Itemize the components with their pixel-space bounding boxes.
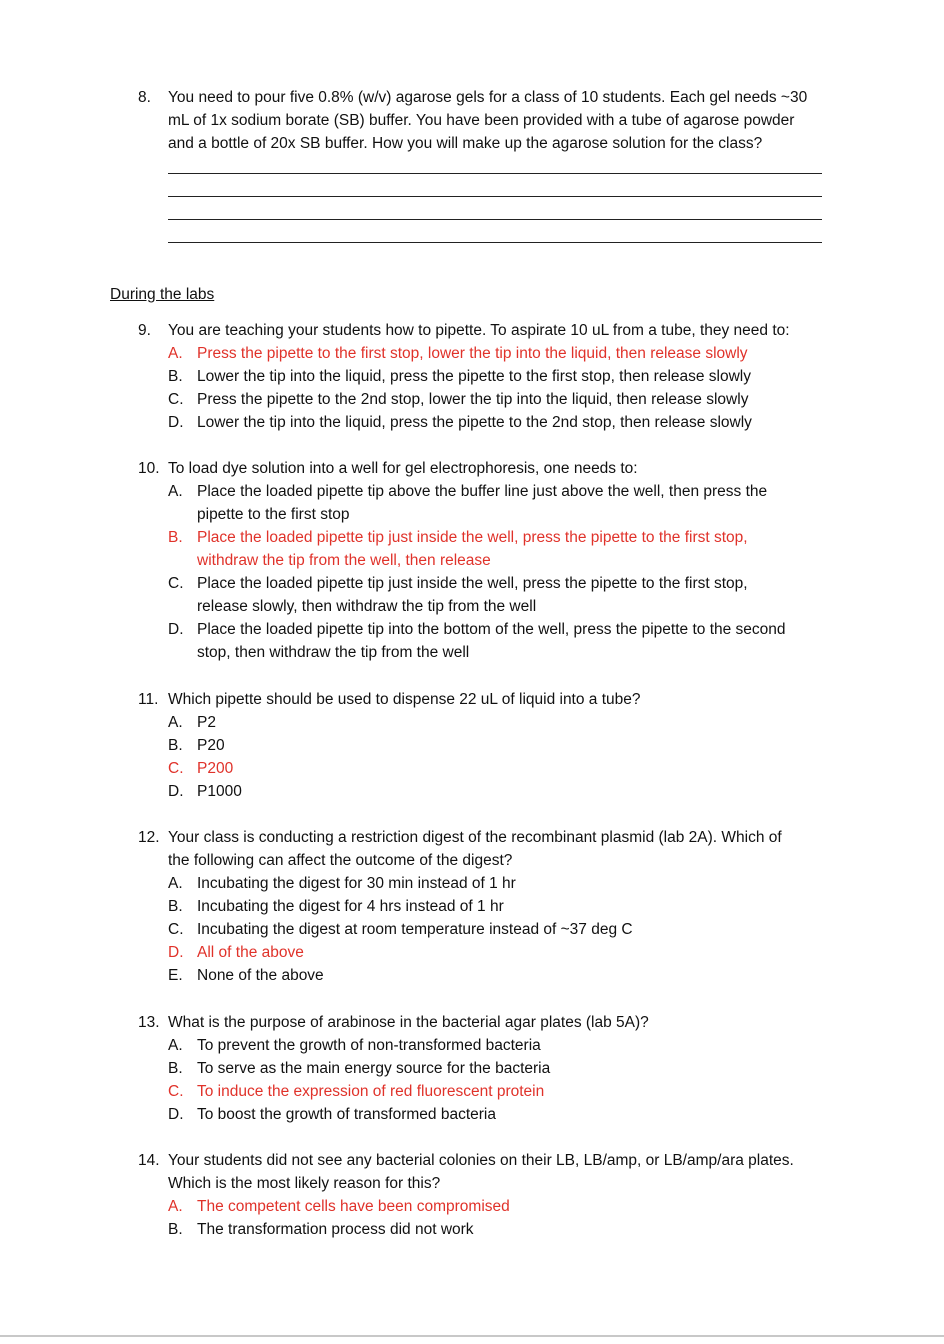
- option-letter: D.: [168, 621, 184, 638]
- option-text: Incubating the digest for 30 min instead of 1 hr: [197, 875, 516, 892]
- option-a-correct: [138, 342, 838, 365]
- option-b-correct: [138, 526, 838, 549]
- option-d: [138, 411, 838, 434]
- option-text: None of the above: [197, 967, 324, 984]
- option-letter: A.: [168, 483, 183, 500]
- question-12: [138, 826, 838, 987]
- option-text: P200: [197, 760, 234, 777]
- answer-line: [168, 242, 822, 243]
- option-text: withdraw the tip from the well, then release: [197, 552, 491, 569]
- option-text: To serve as the main energy source for the bacteria: [197, 1060, 551, 1077]
- option-text: Press the pipette to the 2nd stop, lower the tip into the liquid, then release slowly: [197, 391, 749, 408]
- question-text: Your students did not see any bacterial colonies on their LB, LB/amp, or LB/amp/ara plates.: [168, 1152, 794, 1169]
- option-e: [138, 964, 838, 987]
- option-text: P1000: [197, 783, 242, 800]
- option-d-correct: [138, 941, 838, 964]
- option-d: [138, 618, 838, 641]
- answer-line: [168, 173, 822, 174]
- option-letter: D.: [168, 1106, 184, 1123]
- question-11: [138, 688, 838, 803]
- option-c: [138, 918, 838, 941]
- question-text: Which is the most likely reason for this?: [168, 1175, 441, 1192]
- question-text: the following can affect the outcome of the digest?: [168, 852, 513, 869]
- option-letter: D.: [168, 414, 184, 431]
- option-letter: C.: [168, 760, 184, 777]
- option-text: Incubating the digest for 4 hrs instead of 1 hr: [197, 898, 504, 915]
- question-8: [138, 86, 838, 155]
- question-number: 11.: [138, 691, 159, 708]
- option-c: [138, 572, 838, 595]
- question-10: [138, 457, 838, 664]
- option-letter: A.: [168, 1198, 183, 1215]
- question-9: [138, 319, 838, 434]
- option-text: Lower the tip into the liquid, press the pipette to the first stop, then release slowly: [197, 368, 752, 385]
- question-number: 8.: [138, 89, 151, 106]
- option-b: [138, 1218, 838, 1241]
- option-text: Lower the tip into the liquid, press the pipette to the 2nd stop, then release slowly: [197, 414, 752, 431]
- option-text: All of the above: [197, 944, 304, 961]
- question-number: 13.: [138, 1014, 160, 1031]
- question-text: and a bottle of 20x SB buffer. How you will make up the agarose solution for the class?: [168, 135, 763, 152]
- option-b: [138, 895, 838, 918]
- option-letter: A.: [168, 1037, 183, 1054]
- question-text: mL of 1x sodium borate (SB) buffer. You have been provided with a tube of agarose powder: [168, 112, 795, 129]
- option-letter: B.: [168, 898, 183, 915]
- page-bottom-border: [0, 1335, 944, 1337]
- answer-area[interactable]: [168, 173, 822, 265]
- option-text: Place the loaded pipette tip into the bottom of the well, press the pipette to the second: [197, 621, 786, 638]
- answer-line: [168, 196, 822, 197]
- option-text: P20: [197, 737, 225, 754]
- option-text: To induce the expression of red fluorescent protein: [197, 1083, 545, 1100]
- option-letter: B.: [168, 529, 183, 546]
- option-letter: A.: [168, 714, 183, 731]
- option-d: [138, 780, 838, 803]
- option-text: To boost the growth of transformed bacteria: [197, 1106, 496, 1123]
- option-text: P2: [197, 714, 216, 731]
- option-letter: C.: [168, 575, 184, 592]
- option-letter: B.: [168, 368, 183, 385]
- option-letter: B.: [168, 1221, 183, 1238]
- option-d: [138, 1103, 838, 1126]
- option-text: Incubating the digest at room temperature instead of ~37 deg C: [197, 921, 633, 938]
- question-text: What is the purpose of arabinose in the bacterial agar plates (lab 5A)?: [168, 1014, 649, 1031]
- option-letter: D.: [168, 944, 184, 961]
- option-letter: B.: [168, 737, 183, 754]
- question-number: 10.: [138, 460, 160, 477]
- option-a-correct: [138, 1195, 838, 1218]
- option-letter: A.: [168, 875, 183, 892]
- question-number: 14.: [138, 1152, 160, 1169]
- question-number: 9.: [138, 322, 151, 339]
- question-number: 12.: [138, 829, 160, 846]
- option-c-correct: [138, 1080, 838, 1103]
- option-letter: C.: [168, 921, 184, 938]
- option-letter: D.: [168, 783, 184, 800]
- option-text: Press the pipette to the first stop, lower the tip into the liquid, then release slowly: [197, 345, 748, 362]
- option-b: [138, 365, 838, 388]
- option-text: The competent cells have been compromised: [197, 1198, 510, 1215]
- option-text: Place the loaded pipette tip just inside the well, press the pipette to the first stop,: [197, 575, 748, 592]
- option-letter: E.: [168, 967, 183, 984]
- option-letter: A.: [168, 345, 183, 362]
- option-text: To prevent the growth of non-transformed bacteria: [197, 1037, 541, 1054]
- option-letter: C.: [168, 391, 184, 408]
- option-text: stop, then withdraw the tip from the well: [197, 644, 470, 661]
- question-13: [138, 1011, 838, 1126]
- option-a: [138, 711, 838, 734]
- section-heading: During the labs: [110, 286, 215, 303]
- question-text: You are teaching your students how to pipette. To aspirate 10 uL from a tube, they need to:: [168, 322, 790, 339]
- option-a: [138, 480, 838, 503]
- option-b: [138, 734, 838, 757]
- question-text: To load dye solution into a well for gel electrophoresis, one needs to:: [168, 460, 638, 477]
- question-text: Your class is conducting a restriction digest of the recombinant plasmid (lab 2A). Which of: [168, 829, 782, 846]
- answer-line: [168, 219, 822, 220]
- option-text: release slowly, then withdraw the tip from the well: [197, 598, 537, 615]
- option-text: pipette to the first stop: [197, 506, 350, 523]
- question-14: [138, 1149, 838, 1241]
- question-text: You need to pour five 0.8% (w/v) agarose gels for a class of 10 students. Each gel needs ~30: [168, 89, 808, 106]
- option-text: Place the loaded pipette tip above the buffer line just above the well, then press the: [197, 483, 768, 500]
- option-c: [138, 388, 838, 411]
- option-c-correct: [138, 757, 838, 780]
- option-a: [138, 872, 838, 895]
- option-a: [138, 1034, 838, 1057]
- question-text: Which pipette should be used to dispense 22 uL of liquid into a tube?: [168, 691, 641, 708]
- option-b: [138, 1057, 838, 1080]
- option-letter: B.: [168, 1060, 183, 1077]
- option-text: Place the loaded pipette tip just inside the well, press the pipette to the first stop,: [197, 529, 748, 546]
- option-text: The transformation process did not work: [197, 1221, 474, 1238]
- option-letter: C.: [168, 1083, 184, 1100]
